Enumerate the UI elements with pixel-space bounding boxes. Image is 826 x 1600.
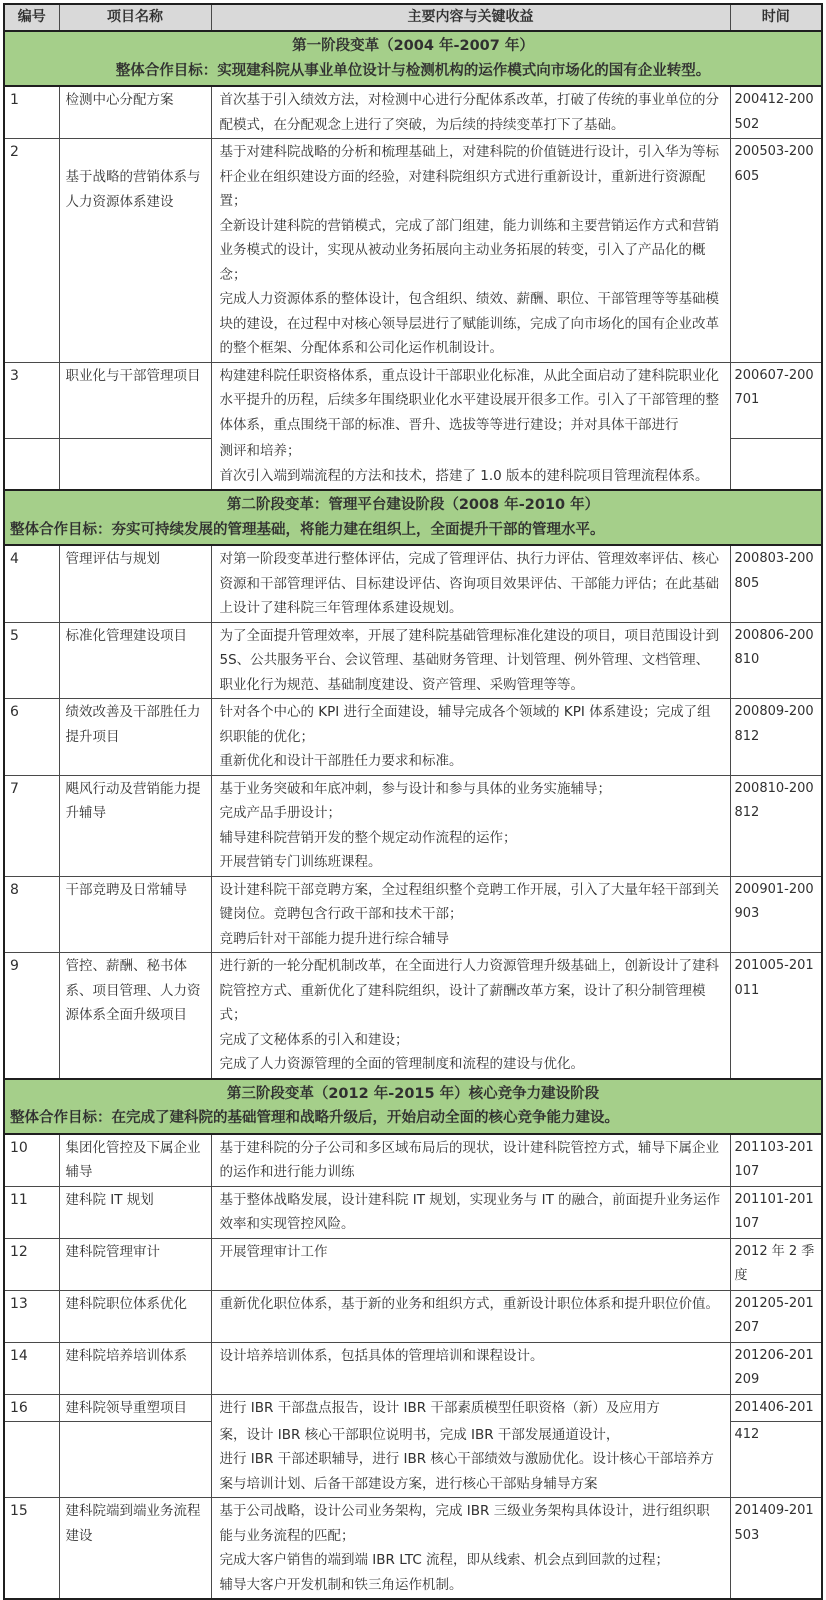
content-paragraph: 进行 IBR 干部盘点报告，设计 IBR 干部素质模型任职资格（新）及应用方	[219, 1399, 660, 1416]
table-row	[4, 1342, 822, 1394]
project-name: 建科院管理审计	[59, 1238, 211, 1290]
project-content	[211, 1290, 730, 1342]
table-row	[4, 545, 822, 622]
project-name: 管理评估与规划	[59, 545, 211, 622]
section-header-row	[4, 490, 822, 545]
project-time: 200810-200812	[730, 775, 822, 876]
content-paragraph: 完成了文秘体系的引入和建设；	[219, 1031, 409, 1048]
table-row	[4, 622, 822, 699]
content-paragraph: 基于业务突破和年底冲刺，参与设计和参与具体的业务实施辅导；	[219, 780, 611, 797]
project-time	[730, 438, 822, 490]
table-row	[4, 438, 822, 490]
project-time: 201005-201011	[730, 953, 822, 1079]
project-content	[211, 1498, 730, 1600]
project-content	[211, 1134, 730, 1187]
section-title: 第一阶段变革（2004 年-2007 年）	[292, 38, 534, 54]
column-header-id: 编号	[4, 4, 59, 31]
project-content	[211, 139, 730, 363]
row-number	[4, 438, 59, 490]
content-paragraph: 全新设计建科院的营销模式，完成了部门组建，能力训练和主要营销运作方式和营销业务模式的设计，实现从被动业务拓展向主动业务拓展的转变，引入了产品化的概念；	[219, 217, 719, 283]
content-paragraph: 辅导大客户开发机制和铁三角运作机制。	[219, 1576, 463, 1593]
project-content	[211, 1422, 730, 1498]
row-number: 10	[4, 1134, 59, 1187]
project-name: 飓风行动及营销能力提升辅导	[59, 775, 211, 876]
content-paragraph: 开展营销专门训练班课程。	[219, 854, 382, 870]
project-time: 200806-200810	[730, 622, 822, 699]
project-content	[211, 699, 730, 776]
project-content	[211, 362, 730, 438]
table-row	[4, 1290, 822, 1342]
project-content	[211, 1342, 730, 1394]
row-number: 5	[4, 622, 59, 699]
project-name: 绩效改善及干部胜任力提升项目	[59, 699, 211, 776]
row-number: 15	[4, 1498, 59, 1600]
project-name: 基于战略的营销体系与人力资源体系建设	[59, 139, 211, 363]
project-name	[59, 438, 211, 490]
table-row	[4, 1394, 822, 1422]
project-name	[59, 1422, 211, 1498]
content-paragraph: 案，设计 IBR 核心干部职位说明书，完成 IBR 干部发展通道设计，	[219, 1426, 620, 1443]
project-time: 201406-201	[730, 1394, 822, 1422]
table-row	[4, 1186, 822, 1238]
project-time: 201206-201209	[730, 1342, 822, 1394]
content-paragraph: 完成了人力资源管理的全面的管理制度和流程的建设与优化。	[219, 1056, 584, 1072]
project-content	[211, 545, 730, 622]
project-time: 201103-201107	[730, 1134, 822, 1187]
row-number: 14	[4, 1342, 59, 1394]
content-paragraph: 进行 IBR 干部述职辅导，进行 IBR 核心干部绩效与激励优化。设计核心干部培养方案与培训计划、后备干部建设方案，进行核心干部贴身辅导方案	[219, 1451, 714, 1492]
project-name: 建科院职位体系优化	[59, 1290, 211, 1342]
content-paragraph: 重新优化职位体系，基于新的业务和组织方式，重新设计职位体系和提升职位价值。	[219, 1295, 719, 1312]
content-paragraph: 设计培养培训体系，包括具体的管理培训和课程设计。	[219, 1347, 544, 1364]
row-number: 3	[4, 362, 59, 438]
row-number: 9	[4, 953, 59, 1079]
section-header-row	[4, 31, 822, 86]
project-time: 200809-200812	[730, 699, 822, 776]
content-paragraph: 辅导建科院营销开发的整个规定动作流程的运作；	[219, 829, 517, 846]
project-content	[211, 622, 730, 699]
project-name: 集团化管控及下属企业辅导	[59, 1134, 211, 1187]
table-row	[4, 139, 822, 363]
content-paragraph: 进行新的一轮分配机制改革，在全面进行人力资源管理升级基础上，创新设计了建科院管控方式、重新优化了建科院组织，设计了薪酬改革方案，设计了积分制管理模式；	[219, 958, 719, 1023]
content-paragraph: 基于公司战略，设计公司业务架构，完成 IBR 三级业务架构具体设计，进行组织职能与业务流程的匹配；	[219, 1503, 710, 1544]
table-header	[4, 4, 822, 31]
row-number: 12	[4, 1238, 59, 1290]
project-content	[211, 438, 730, 490]
column-header-content: 主要内容与关键收益	[211, 4, 730, 31]
table-row	[4, 876, 822, 953]
project-time: 200412-200502	[730, 86, 822, 139]
table-row	[4, 1134, 822, 1187]
table-row	[4, 953, 822, 1079]
project-name: 标准化管理建设项目	[59, 622, 211, 699]
content-paragraph: 重新优化和设计干部胜任力要求和标准。	[219, 753, 463, 769]
content-paragraph: 基于整体战略发展，设计建科院 IT 规划，实现业务与 IT 的融合，前面提升业务运作效率和实现管控风险。	[219, 1191, 721, 1232]
section-goal: 整体合作目标：实现建科院从事业单位设计与检测机构的运作模式向市场化的国有企业转型。	[115, 62, 711, 79]
project-time: 200901-200903	[730, 876, 822, 953]
project-content	[211, 1394, 730, 1422]
table-body	[4, 31, 822, 1599]
row-number: 7	[4, 775, 59, 876]
project-time: 200607-200701	[730, 362, 822, 438]
project-name: 建科院 IT 规划	[59, 1186, 211, 1238]
table-row	[4, 86, 822, 139]
row-number: 6	[4, 699, 59, 776]
section-title: 第三阶段变革（2012 年-2015 年）核心竞争力建设阶段	[226, 1085, 600, 1102]
project-name: 干部竞聘及日常辅导	[59, 876, 211, 953]
content-paragraph: 首次基于引入绩效方法，对检测中心进行分配体系改革，打破了传统的事业单位的分配模式，在分配观念上进行了突破，为后续的持续变革打下了基础。	[219, 92, 719, 133]
content-paragraph: 开展管理审计工作	[219, 1243, 328, 1260]
section-header-cell	[4, 490, 822, 545]
project-time: 201409-201503	[730, 1498, 822, 1600]
content-paragraph: 完成人力资源体系的整体设计，包含组织、绩效、薪酬、职位、干部管理等等基础模块的建设，在过程中对核心领导层进行了赋能训练，完成了向市场化的国有企业改革的整个框架、分配体系和公司化运作机制设计。	[219, 291, 719, 356]
project-time: 2012 年 2 季度	[730, 1238, 822, 1290]
project-content	[211, 1186, 730, 1238]
row-number: 11	[4, 1186, 59, 1238]
row-number: 2	[4, 139, 59, 363]
table-row	[4, 1498, 822, 1600]
section-header-cell	[4, 31, 822, 86]
row-number	[4, 1422, 59, 1498]
column-header-name: 项目名称	[59, 4, 211, 31]
row-number: 4	[4, 545, 59, 622]
row-number: 1	[4, 86, 59, 139]
section-goal: 整体合作目标：夯实可持续发展的管理基础，将能力建在组织上，全面提升干部的管理水平。	[10, 521, 605, 538]
content-paragraph: 针对各个中心的 KPI 进行全面建设，辅导完成各个领域的 KPI 体系建设；完成了组织职能的优化；	[219, 704, 711, 745]
project-content	[211, 876, 730, 953]
content-paragraph: 设计建科院干部竞聘方案，全过程组织整个竞聘工作开展，引入了大量年轻干部到关键岗位。竞聘包含行政干部和技术干部；	[219, 881, 719, 922]
project-name: 建科院端到端业务流程建设	[59, 1498, 211, 1600]
table-row	[4, 1422, 822, 1498]
content-paragraph: 基于对建科院战略的分析和梳理基础上，对建科院的价值链进行设计，引入华为等标杆企业在组织建设方面的经验，对建科院组织方式进行重新设计，重新进行资源配置；	[219, 144, 719, 209]
content-paragraph: 完成产品手册设计；	[219, 805, 341, 821]
content-paragraph: 对第一阶段变革进行整体评估，完成了管理评估、执行力评估、管理效率评估、核心资源和干部管理评估、目标建设评估、咨询项目效果评估、干部能力评估；在此基础上设计了建科院三年管理体系建设规划。	[219, 551, 719, 616]
table-row	[4, 775, 822, 876]
project-name: 检测中心分配方案	[59, 86, 211, 139]
project-name: 管控、薪酬、秘书体系、项目管理、人力资源体系全面升级项目	[59, 953, 211, 1079]
project-content	[211, 1238, 730, 1290]
content-paragraph: 测评和培养；	[219, 443, 301, 459]
row-number: 16	[4, 1394, 59, 1422]
project-name: 建科院领导重塑项目	[59, 1394, 211, 1422]
section-goal: 整体合作目标：在完成了建科院的基础管理和战略升级后，开始启动全面的核心竞争能力建设。	[10, 1110, 619, 1126]
project-name: 建科院培养培训体系	[59, 1342, 211, 1394]
row-number: 8	[4, 876, 59, 953]
section-title: 第二阶段变革：管理平台建设阶段（2008 年-2010 年）	[226, 497, 600, 513]
project-time: 200503-200605	[730, 139, 822, 363]
project-content	[211, 775, 730, 876]
content-paragraph: 首次引入端到端流程的方法和技术，搭建了 1.0 版本的建科院项目管理流程体系。	[219, 467, 709, 484]
project-time: 201101-201107	[730, 1186, 822, 1238]
project-time: 201205-201207	[730, 1290, 822, 1342]
project-name: 职业化与干部管理项目	[59, 362, 211, 438]
content-paragraph: 构建建科院任职资格体系，重点设计干部职业化标准，从此全面启动了建科院职业化水平提升的历程，后续多年围绕职业化水平建设展开很多工作。引入了干部管理的整体体系，重点围绕干部的标准、晋升、选拔等等进行建设；并对具体干部进行	[219, 367, 719, 433]
header-row	[4, 4, 822, 31]
column-header-time: 时间	[730, 4, 822, 31]
project-time: 200803-200805	[730, 545, 822, 622]
project-time: 412	[730, 1422, 822, 1498]
section-header-cell	[4, 1079, 822, 1134]
content-paragraph: 为了全面提升管理效率，开展了建科院基础管理标准化建设的项目，项目范围设计到 5S、公共服务平台、会议管理、基础财务管理、计划管理、例外管理、文档管理、职业化行为规范、基础制度建设、资产管理、采购管理等等。	[219, 627, 719, 693]
table-row	[4, 1238, 822, 1290]
content-paragraph: 竞聘后针对干部能力提升进行综合辅导	[219, 930, 449, 947]
project-content	[211, 953, 730, 1079]
section-header-row	[4, 1079, 822, 1134]
content-paragraph: 完成大客户销售的端到端 IBR LTC 流程，即从线索、机会点到回款的过程；	[219, 1552, 670, 1568]
table-row	[4, 362, 822, 438]
content-paragraph: 基于建科院的分子公司和多区域布局后的现状，设计建科院管控方式，辅导下属企业的运作和进行能力训练	[219, 1139, 719, 1180]
project-phases-table	[3, 3, 823, 1600]
row-number: 13	[4, 1290, 59, 1342]
project-content	[211, 86, 730, 139]
table-row	[4, 699, 822, 776]
